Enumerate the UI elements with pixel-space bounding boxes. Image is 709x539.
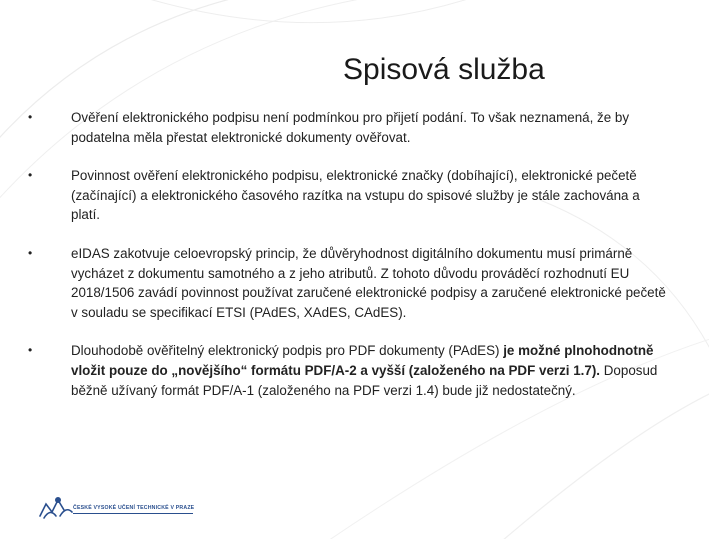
bullet-item — [28, 341, 668, 400]
bullet-item — [28, 166, 668, 225]
slide-title: Spisová služba — [343, 53, 545, 86]
bullet-text: Ověření elektronického podpisu není podmínkou pro přijetí podání. To však neznamená, že by podatelna měla přestat elektronické dokumenty ověřovat. — [71, 110, 630, 145]
bullet-item — [28, 244, 668, 322]
footer-divider — [73, 513, 193, 514]
university-lion-logo-icon — [36, 494, 76, 522]
bullet-dot-icon: • — [28, 245, 33, 260]
bullet-list — [28, 108, 668, 419]
bullet-text: Doposud běžně užívaný formát PDF/A-1 (založeného na PDF verzi 1.4) bude již nedostatečný. — [71, 362, 658, 398]
university-name: ČESKÉ VYSOKÉ UČENÍ TECHNICKÉ V PRAZE — [73, 505, 195, 511]
bullet-text-bold: je možné plnohodnotně vložit pouze do „novějšího“ formátu PDF/A-2 a vyšší (založeného na PDF verzi 1.7). — [71, 343, 654, 378]
bullet-text: Dlouhodobě ověřitelný elektronický podpis pro PDF dokumenty (PAdES) — [71, 343, 504, 359]
bullet-dot-icon: • — [28, 343, 33, 358]
bullet-dot-icon: • — [28, 168, 33, 183]
bullet-text: Povinnost ověření elektronického podpisu, elektronické značky (dobíhající), elektronické pečetě (začínající) a elektronického časového razítka na vstupu do spisové služby je stále zachována a platí. — [71, 168, 640, 223]
bullet-item — [28, 108, 668, 147]
bullet-text: eIDAS zakotvuje celoevropský princip, že důvěryhodnost digitálního dokumentu musí primárně vycházet z dokumentu samotného a z jeho atributů. Z tohoto důvodu prováděcí rozhodnutí EU 2018/1506 zavádí povinnost používat zaručené elektronické podpisy a zaručené elektronické pečetě v souladu se specifikací ETSI (PAdES, XAdES, CAdES). — [71, 245, 666, 320]
bullet-dot-icon: • — [28, 110, 33, 124]
